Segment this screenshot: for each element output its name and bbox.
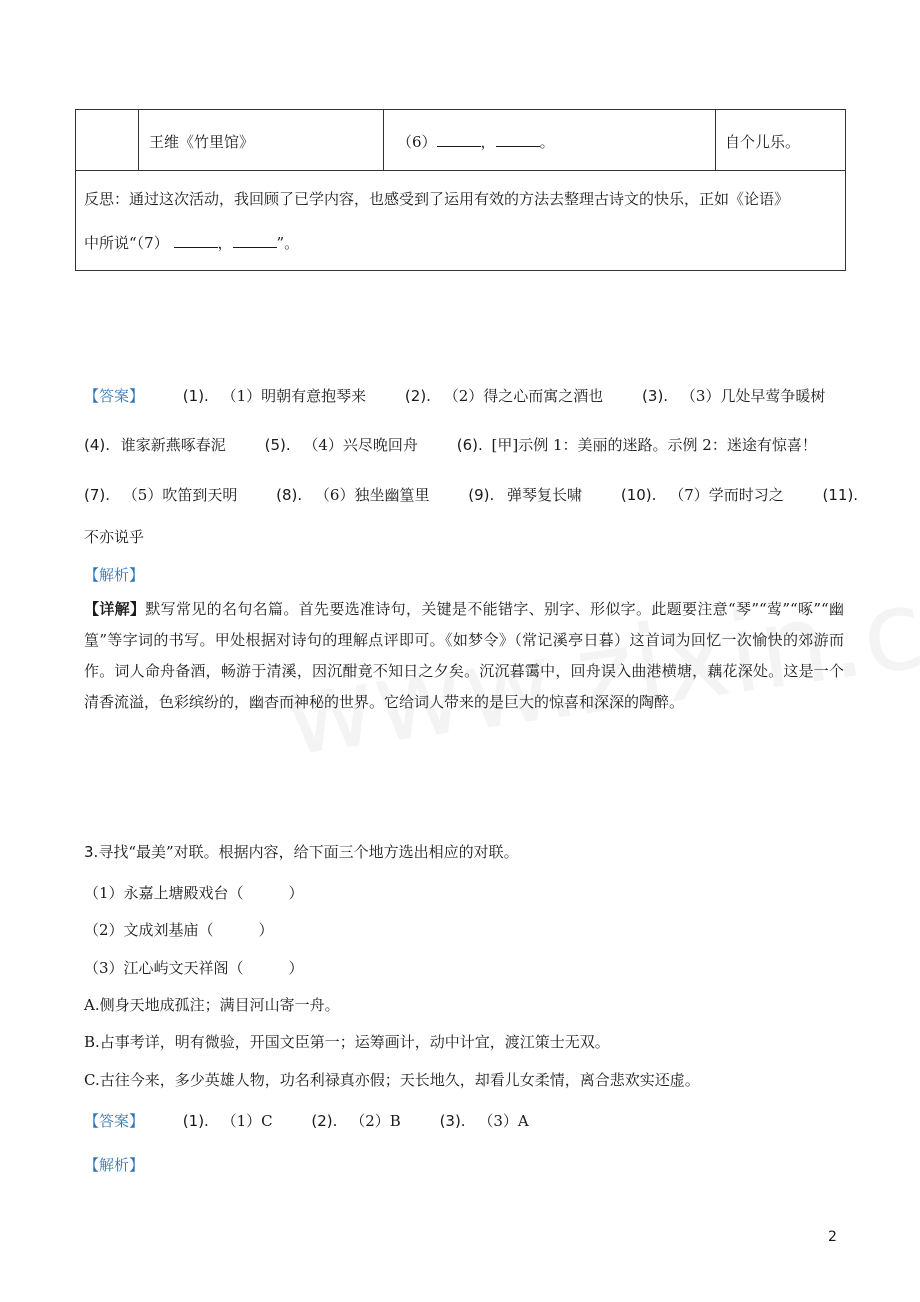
blank-number: （6） [397, 133, 437, 151]
option-a: A.侧身天地成孤注；满目河山寄一舟。 [84, 996, 340, 1014]
answer-num: (3). [642, 387, 669, 405]
answer-num: (1). [182, 387, 209, 405]
answer-num: (2). [404, 387, 431, 405]
answer-text: 弹琴复长啸 [507, 486, 583, 504]
answer-text: （6）独坐幽篁里 [314, 486, 430, 504]
reflection-line-2 [84, 232, 299, 253]
analysis-label: 【解析】 [84, 566, 145, 584]
fill-blank-cell [397, 131, 555, 152]
reflection-line-1: 反思：通过这次活动，我回顾了已学内容，也感受到了运用有效的方法去整理古诗文的快乐，正如《论语》 [84, 190, 790, 208]
answer-num: (7). [84, 486, 111, 504]
answer-num: (4). [84, 436, 111, 454]
detail-text: 默写常见的名句名篇。首先要选准诗句，关键是不能错字、别字、形似字。此题要注意“琴”“莺”“啄”“幽篁”等字词的书写。甲处根据对诗句的理解点评即可。《如梦令》（常记溪亭日暮）这首词为回忆一次愉快的郊游而作。词人命舟备酒，畅游于清溪，因沉酣竟不知日之夕矣。沉沉暮霭中，回舟误入曲港横塘，藕花深处。这是一个清香流溢，色彩缤纷的，幽杳而神秘的世界。它给词人带来的是巨大的惊喜和深深的陶醉。 [84, 600, 844, 711]
answer-num: (10). [620, 486, 657, 504]
sub-question: （3）江心屿文天祥阁（ ） [84, 959, 304, 977]
blank-line [437, 132, 481, 147]
option-b: B.占事考详，明有微验，开国文臣第一；运筹画计，动中计宜，渡江策士无双。 [84, 1033, 610, 1051]
table-divider [76, 170, 845, 171]
detail-label: 【详解】 [84, 600, 146, 618]
answer-num: (6). [456, 436, 483, 454]
option-c: C.古往今来，多少英雄人物，功名利禄真亦假；天长地久，却看儿女柔情，离合悲欢实还虚。 [84, 1071, 700, 1089]
answer-text: [甲]示例 1：美丽的迷路。示例 2：迷途有惊喜！ [491, 436, 817, 454]
answer-text: （1）明朝有意抱琴来 [221, 387, 367, 405]
answer-text: （3）几处早莺争暖树 [680, 387, 826, 405]
question-number: 3. [84, 843, 99, 861]
answer-text: （7）学而时习之 [669, 486, 784, 504]
answer-num: (5). [264, 436, 291, 454]
answer-num: (2). [311, 1112, 338, 1130]
blank-line [174, 233, 218, 248]
reflection-prefix: 中所说“（7） [84, 234, 169, 252]
answer-num: (8). [276, 486, 303, 504]
answer-tail: 不亦说乎 [84, 528, 145, 546]
poem-title-cell: 王维《竹里馆》 [149, 133, 255, 151]
table-divider [715, 110, 716, 170]
answer-text: 谁家新燕啄春泥 [120, 436, 226, 454]
comma: ， [480, 133, 496, 151]
analysis-label: 【解析】 [84, 1156, 145, 1174]
answer-text: （5）吹笛到天明 [122, 486, 238, 504]
answer-num: (9). [468, 486, 495, 504]
answer-num: (11). [822, 486, 859, 504]
period: 。 [539, 133, 555, 151]
answer-label: 【答案】 [84, 1112, 145, 1130]
sub-question: （2）文成刘基庙（ ） [84, 921, 274, 939]
table-divider [138, 110, 139, 170]
question-text: 寻找“最美”对联。根据内容，给下面三个地方选出相应的对联。 [98, 843, 519, 861]
blank-line [233, 233, 277, 248]
table [75, 109, 846, 271]
sub-question: （1）永嘉上塘殿戏台（ ） [84, 884, 304, 902]
answer-text: （1）C [221, 1112, 273, 1130]
answer-num: (3). [439, 1112, 466, 1130]
blank-line [496, 132, 540, 147]
detail-paragraph [84, 594, 844, 718]
comment-cell: 自个儿乐。 [725, 133, 801, 151]
answer-text: （4）兴尽晚回舟 [303, 436, 418, 454]
answer-text: （2）B [350, 1112, 401, 1130]
quote-end: ”。 [276, 234, 300, 252]
answer-text: （3）A [478, 1112, 529, 1130]
answer-text: （2）得之心而寓之酒也 [443, 387, 604, 405]
comma: ， [217, 234, 233, 252]
question-3-stem [84, 841, 519, 862]
answer-row-2 [84, 434, 817, 455]
answer-row-q3 [84, 1110, 529, 1131]
answer-row-1 [84, 385, 825, 406]
answer-num: (1). [182, 1112, 209, 1130]
page-number: 2 [828, 1229, 837, 1245]
table-divider [383, 110, 384, 170]
answer-row-3 [84, 484, 858, 505]
answer-label: 【答案】 [84, 387, 145, 405]
